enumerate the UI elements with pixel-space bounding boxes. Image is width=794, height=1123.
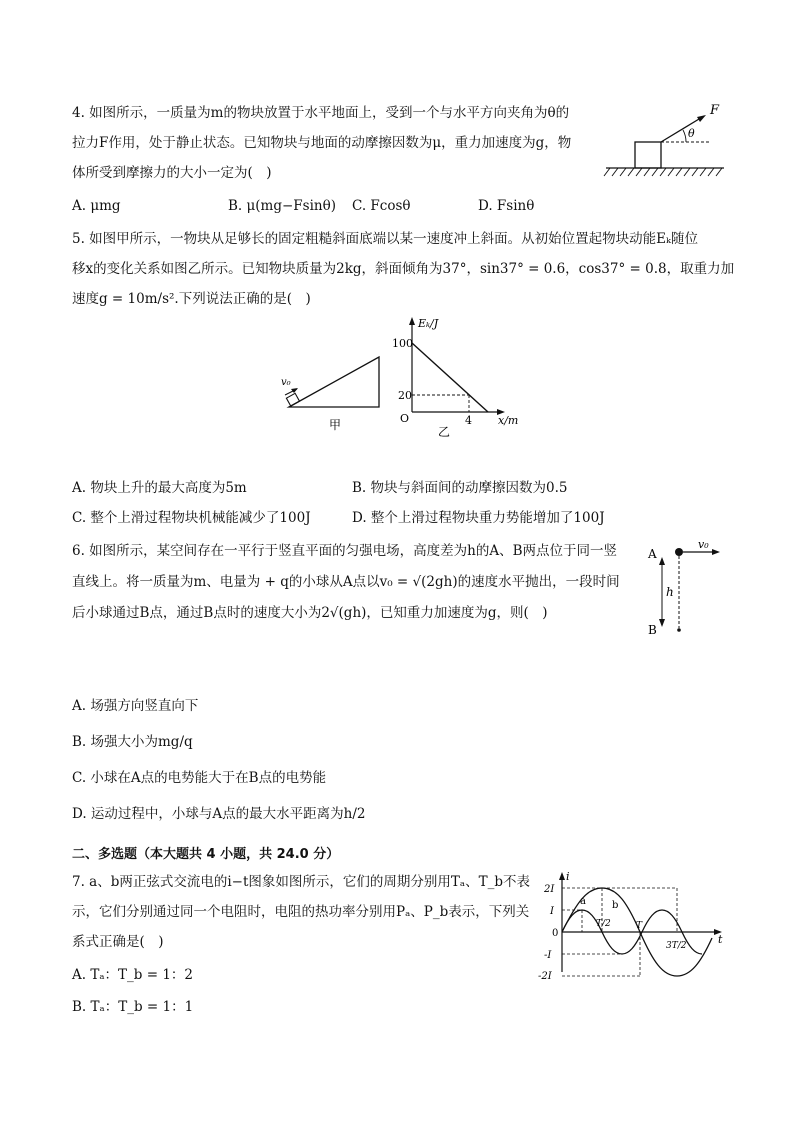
origin-label: O: [400, 412, 410, 425]
q4-figure-block-force: [600, 100, 730, 180]
tick-2I: 2I: [544, 884, 555, 895]
q5-option-a[interactable]: A. 物块上升的最大高度为5m: [72, 480, 247, 496]
y-axis-label: Eₖ/J: [418, 317, 439, 330]
t-axis-label: t: [718, 933, 723, 946]
tick-three-half-T: 3T/2: [666, 941, 687, 951]
tick-minus-2I: -2I: [538, 971, 552, 980]
q6-line-1: 6. 如图所示，某空间存在一平行于竖直平面的匀强电场，高度差为h的A、B两点位于同一竖: [72, 543, 618, 559]
i-axis-label: i: [566, 870, 570, 883]
x-tick-4: 4: [465, 414, 472, 427]
q7-line-1: 7. a、b两正弦式交流电的i−t图象如图所示，它们的周期分别用Tₐ、T_b不表: [72, 874, 531, 890]
q7-line-2: 示，它们分别通过同一个电阻时，电阻的热功率分别用Pₐ、P_b表示，下列关: [72, 904, 530, 920]
tick-0: 0: [552, 928, 559, 939]
section-title-multi-choice: 二、多选题（本大题共 4 小题，共 24.0 分）: [72, 847, 340, 862]
tick-T: T: [636, 921, 643, 931]
q6-figure-ab-points: [640, 538, 730, 638]
q6-option-b[interactable]: B. 场强大小为mg/q: [72, 734, 193, 750]
q4-option-c[interactable]: C. Fcosθ: [352, 198, 411, 214]
tick-minus-I: -I: [544, 950, 552, 961]
q7-line-3: 系式正确是( ): [72, 934, 164, 950]
angle-label: θ: [688, 127, 695, 140]
q5-option-b[interactable]: B. 物块与斜面间的动摩擦因数为0.5: [352, 480, 568, 496]
v0-label: v₀: [698, 538, 709, 551]
x-axis-label: x/m: [498, 414, 519, 427]
q4-option-a[interactable]: A. μmg: [72, 198, 121, 214]
curve-label-a: a: [580, 896, 586, 907]
q4-option-b[interactable]: B. μ(mg−Fsinθ): [228, 198, 336, 214]
curve-label-b: b: [612, 900, 619, 911]
q6-option-c[interactable]: C. 小球在A点的电势能大于在B点的电势能: [72, 770, 327, 786]
h-label: h: [666, 585, 674, 599]
ek-line: [412, 343, 488, 412]
incline: [289, 357, 379, 407]
tick-I: I: [550, 906, 554, 917]
point-b: [677, 628, 681, 632]
q4-option-d[interactable]: D. Fsinθ: [478, 198, 535, 214]
q5-line-1: 5. 如图甲所示，一物块从足够长的固定粗糙斜面底端以某一速度冲上斜面。从初始位置起物块动能Eₖ随位: [72, 231, 698, 247]
q6-option-d[interactable]: D. 运动过程中，小球与A点的最大水平距离为h/2: [72, 806, 366, 822]
q5-line-2: 移x的变化关系如图乙所示。已知物块质量为2kg，斜面倾角为37°，sin37° = 0.6，cos37° = 0.8，取重力加: [72, 261, 735, 277]
q7-option-b[interactable]: B. Tₐ：T_b = 1：1: [72, 999, 194, 1015]
q5-line-3: 速度g = 10m/s².下列说法正确的是( ): [72, 291, 311, 307]
q5-option-d[interactable]: D. 整个上滑过程物块重力势能增加了100J: [352, 510, 605, 526]
yi-caption: 乙: [438, 425, 451, 439]
q7-figure-i-t-graph: [532, 868, 732, 980]
v0-label: v₀: [281, 377, 291, 388]
q7-option-a[interactable]: A. Tₐ：T_b = 1：2: [72, 967, 194, 983]
y-tick-100: 100: [392, 337, 413, 350]
q5-figure-jia: [275, 345, 390, 435]
q4-line-2: 拉力F作用，处于静止状态。已知物块与地面的动摩擦因数为μ，重力加速度为g，物: [72, 135, 572, 151]
q6-line-3: 后小球通过B点，通过B点时的速度大小为2√(gh)，已知重力加速度为g，则( ): [72, 605, 548, 621]
b-label: B: [648, 623, 657, 637]
point-a: [675, 548, 683, 556]
tick-half-T: T/2: [596, 919, 611, 929]
a-label: A: [648, 547, 657, 561]
q5-option-c[interactable]: C. 整个上滑过程物块机械能减少了100J: [72, 510, 311, 526]
q5-figure-yi-ek-x-graph: [388, 312, 528, 440]
force-label: F: [710, 103, 720, 118]
q6-option-a[interactable]: A. 场强方向竖直向下: [72, 698, 199, 714]
block: [635, 142, 661, 168]
q4-line-3: 体所受到摩擦力的大小一定为( ): [72, 165, 272, 181]
y-tick-20: 20: [398, 389, 412, 402]
jia-caption: 甲: [329, 418, 342, 432]
q6-line-2: 直线上。将一质量为m、电量为 + q的小球从A点以v₀ = √(2gh)的速度水平抛出，一段时间: [72, 574, 620, 590]
q4-line-1: 4. 如图所示，一质量为m的物块放置于水平地面上，受到一个与水平方向夹角为θ的: [72, 105, 570, 121]
